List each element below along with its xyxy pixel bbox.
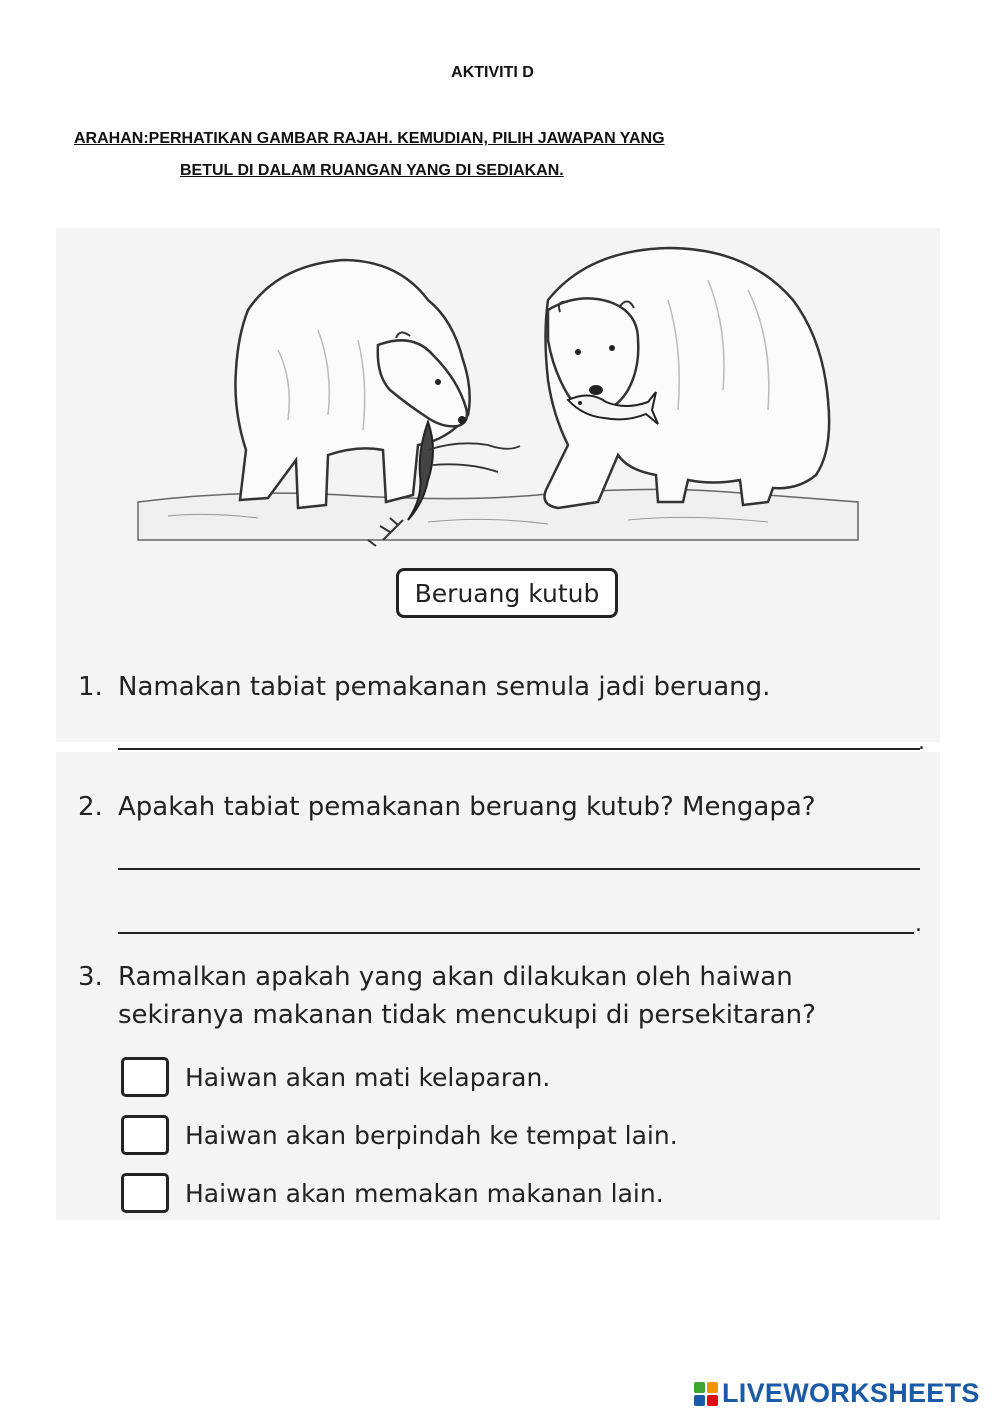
polar-bears-illustration bbox=[128, 240, 868, 570]
scan-divider bbox=[56, 742, 940, 752]
question-2 bbox=[78, 792, 816, 822]
worksheet-title: AKTIVITI D bbox=[451, 64, 534, 81]
option-2-label: Haiwan akan berpindah ke tempat lain. bbox=[185, 1120, 678, 1150]
logo-square bbox=[694, 1395, 705, 1406]
logo-square bbox=[707, 1382, 718, 1393]
option-2[interactable] bbox=[121, 1112, 678, 1158]
answer-line-end-dot: . bbox=[918, 730, 925, 755]
liveworksheets-logo-icon bbox=[694, 1382, 718, 1406]
question-text: Namakan tabiat pemakanan semula jadi beruang. bbox=[118, 672, 771, 702]
option-1-label: Haiwan akan mati kelaparan. bbox=[185, 1062, 551, 1092]
option-3-checkbox[interactable] bbox=[121, 1173, 169, 1213]
option-1-checkbox[interactable] bbox=[121, 1057, 169, 1097]
instruction-line-2: BETUL DI DALAM RUANGAN YANG DI SEDIAKAN. bbox=[180, 162, 564, 179]
question-number: 3. bbox=[78, 962, 103, 992]
logo-square bbox=[707, 1395, 718, 1406]
question-1 bbox=[78, 672, 770, 702]
question-number: 2. bbox=[78, 792, 103, 822]
brand-name: LIVEWORKSHEETS bbox=[722, 1378, 980, 1408]
answer-line-end-dot: . bbox=[915, 912, 922, 937]
question-3-line-2: sekiranya makanan tidak mencukupi di persekitaran? bbox=[118, 1000, 816, 1030]
option-3[interactable] bbox=[121, 1170, 664, 1216]
instruction-line-1: ARAHAN:PERHATIKAN GAMBAR RAJAH. KEMUDIAN, PILIH JAWAPAN YANG bbox=[74, 130, 665, 147]
answer-line-2b[interactable] bbox=[118, 932, 914, 934]
option-1[interactable] bbox=[121, 1054, 550, 1100]
question-number: 1. bbox=[78, 672, 103, 702]
answer-line-2a[interactable] bbox=[118, 868, 920, 870]
question-text-line-1: Ramalkan apakah yang akan dilakukan oleh haiwan bbox=[118, 962, 793, 992]
option-2-checkbox[interactable] bbox=[121, 1115, 169, 1155]
question-3 bbox=[78, 962, 793, 992]
question-text: Apakah tabiat pemakanan beruang kutub? Mengapa? bbox=[118, 792, 816, 822]
figure-caption: Beruang kutub bbox=[396, 568, 618, 618]
answer-line-1[interactable] bbox=[118, 748, 920, 750]
logo-square bbox=[694, 1382, 705, 1393]
option-3-label: Haiwan akan memakan makanan lain. bbox=[185, 1178, 664, 1208]
liveworksheets-brand bbox=[694, 1378, 980, 1409]
